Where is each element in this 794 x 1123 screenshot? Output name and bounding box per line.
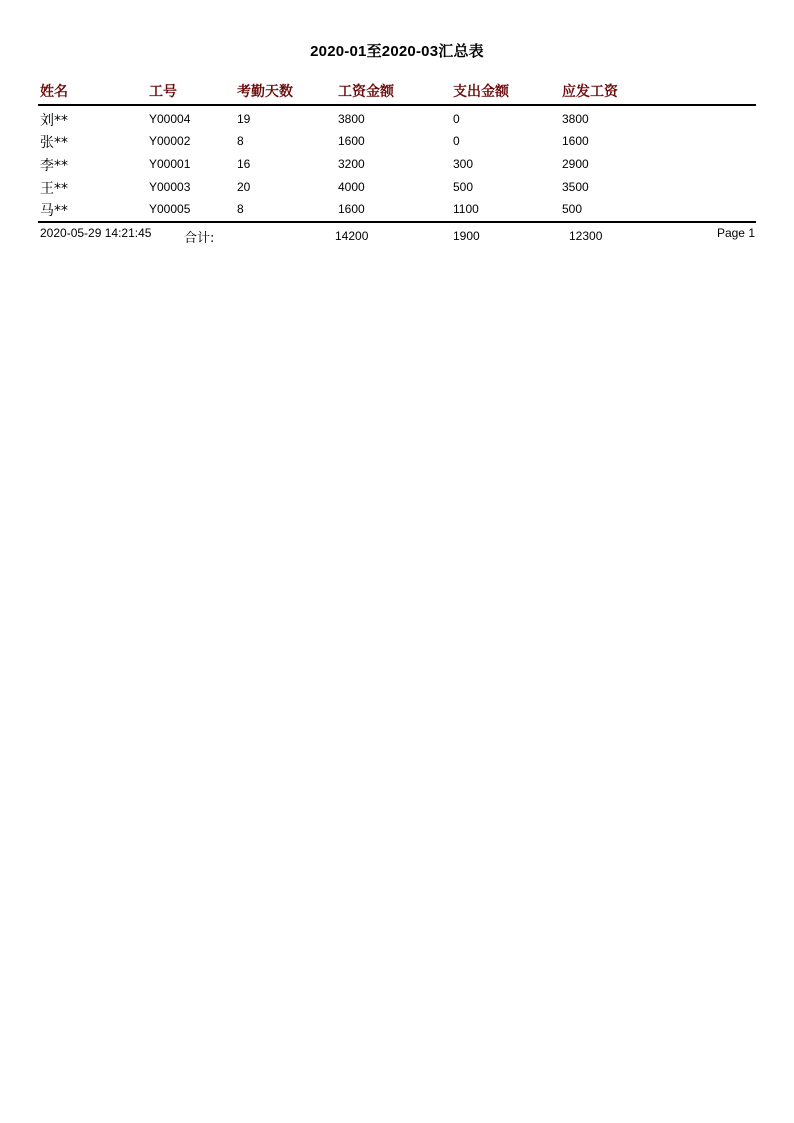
- cell-name: 王**: [40, 181, 68, 197]
- cell-payable: 500: [562, 202, 583, 216]
- cell-payable: 3800: [562, 112, 589, 126]
- page-number: Page 1: [716, 226, 755, 240]
- report-footer: [0, 226, 794, 248]
- cell-attendance: 16: [237, 157, 251, 171]
- cell-name: 李**: [40, 158, 68, 174]
- column-header-name: 姓名: [40, 84, 68, 100]
- cell-expense: 300: [453, 157, 474, 171]
- cell-salary: 3200: [338, 157, 365, 171]
- cell-name: 刘**: [40, 113, 68, 129]
- total-salary: 14200: [335, 229, 369, 243]
- cell-salary: 3800: [338, 112, 365, 126]
- total-expense: 1900: [453, 229, 480, 243]
- cell-attendance: 19: [237, 112, 251, 126]
- table-header: [0, 81, 794, 103]
- table-row: [0, 134, 794, 156]
- cell-attendance: 8: [237, 134, 244, 148]
- column-header-payable: 应发工资: [562, 84, 618, 100]
- total-label: 合计:: [184, 231, 215, 246]
- cell-employee-id: Y00001: [149, 157, 191, 171]
- cell-employee-id: Y00002: [149, 134, 191, 148]
- cell-employee-id: Y00003: [149, 180, 191, 194]
- cell-attendance: 8: [237, 202, 244, 216]
- table-row: [0, 157, 794, 179]
- cell-salary: 1600: [338, 202, 365, 216]
- cell-expense: 0: [453, 134, 460, 148]
- report-title: 2020-01至2020-03汇总表: [310, 43, 484, 60]
- cell-expense: 500: [453, 180, 474, 194]
- table-row: [0, 112, 794, 134]
- cell-name: 马**: [40, 203, 68, 219]
- cell-employee-id: Y00004: [149, 112, 191, 126]
- column-header-employee-id: 工号: [149, 84, 177, 100]
- cell-salary: 4000: [338, 180, 365, 194]
- cell-attendance: 20: [237, 180, 251, 194]
- column-header-attendance: 考勤天数: [237, 84, 293, 100]
- cell-name: 张**: [40, 135, 68, 151]
- header-divider: [38, 104, 756, 106]
- column-header-expense: 支出金额: [453, 84, 509, 100]
- footer-divider: [38, 221, 756, 223]
- total-payable: 12300: [569, 229, 603, 243]
- cell-employee-id: Y00005: [149, 202, 191, 216]
- cell-payable: 1600: [562, 134, 589, 148]
- column-header-salary: 工资金额: [338, 84, 394, 100]
- print-timestamp: 2020-05-29 14:21:45: [40, 226, 152, 240]
- cell-salary: 1600: [338, 134, 365, 148]
- table-row: [0, 180, 794, 202]
- cell-payable: 2900: [562, 157, 589, 171]
- cell-expense: 1100: [453, 202, 479, 216]
- cell-payable: 3500: [562, 180, 589, 194]
- cell-expense: 0: [453, 112, 460, 126]
